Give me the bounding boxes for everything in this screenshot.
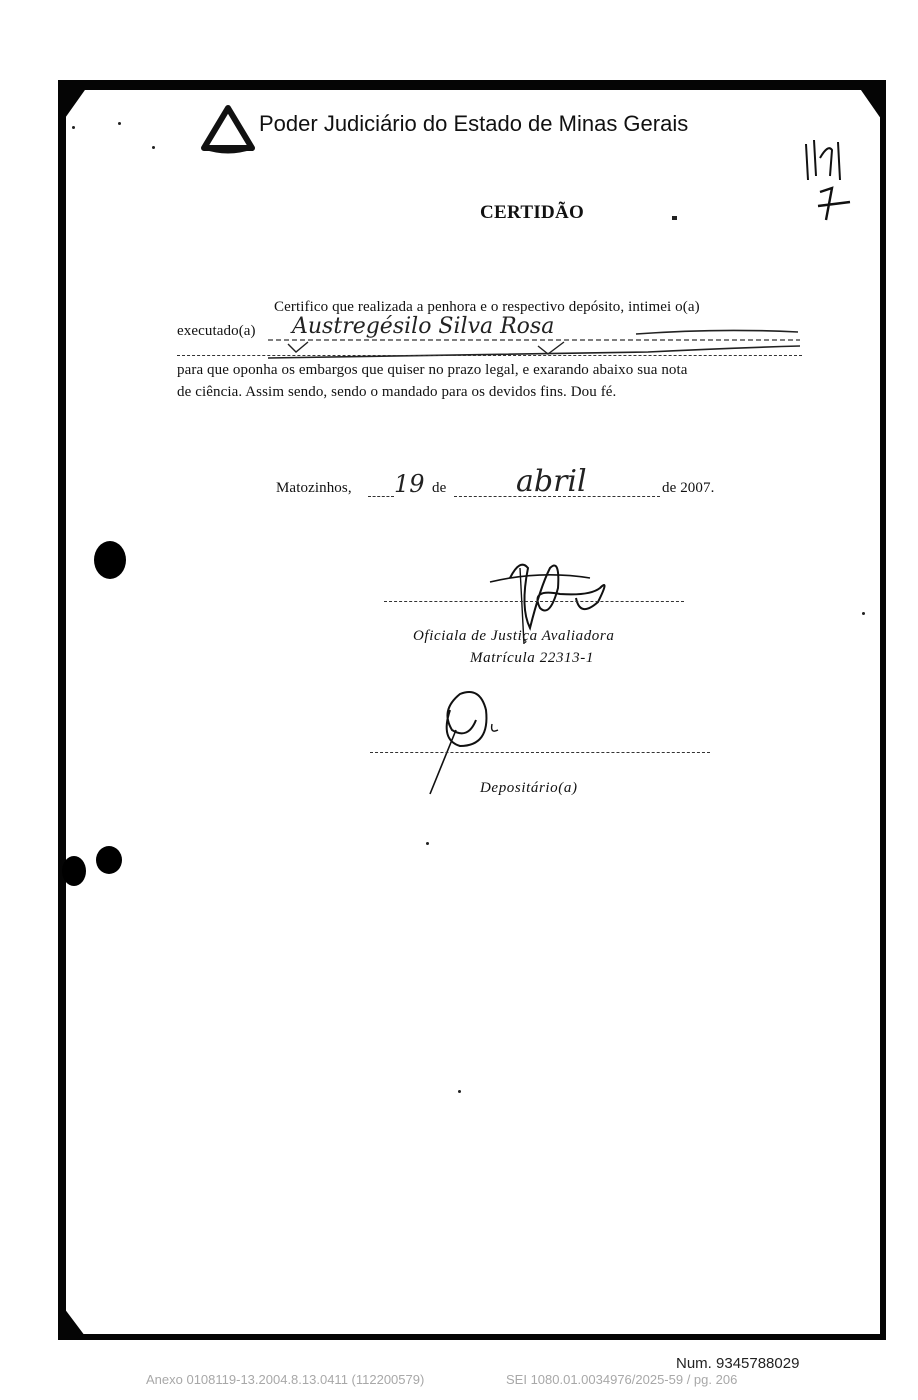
date-day-handwritten: 19 (394, 470, 425, 498)
date-city: Matozinhos, (276, 480, 352, 496)
document-title: CERTIDÃO (480, 202, 585, 223)
punch-hole (62, 856, 86, 886)
official-role: Oficiala de Justiça Avaliadora (413, 628, 615, 644)
paragraph-line-4: de ciência. Assim sendo, sendo o mandado para os devidos fins. Dou fé. (177, 384, 617, 400)
paragraph-line-1: Certifico que realizada a penhora e o respectivo depósito, intimei o(a) (274, 299, 700, 315)
date-year: de 2007. (662, 480, 715, 496)
day-underline (368, 496, 394, 497)
executado-label: executado(a) (177, 323, 256, 339)
triangle-logo-icon (200, 104, 256, 154)
sei-reference: SEI 1080.01.0034976/2025-59 / pg. 206 (506, 1372, 738, 1387)
executado-underline (268, 318, 808, 368)
ink-speck (672, 216, 677, 220)
scan-speck (862, 612, 865, 615)
scan-speck (152, 146, 155, 149)
scan-speck (118, 122, 121, 125)
scan-corner-top-right (854, 80, 886, 126)
scan-speck (72, 126, 75, 129)
annex-reference: Anexo 0108119-13.2004.8.13.0411 (112200579) (146, 1372, 425, 1387)
scan-corner-bottom-left (58, 1300, 88, 1340)
scan-speck (458, 1090, 461, 1093)
official-signature-line (384, 601, 684, 602)
scan-speck (426, 842, 429, 845)
date-month-handwritten: abril (516, 464, 587, 499)
date-de: de (432, 480, 447, 496)
document-number: Num. 9345788029 (676, 1355, 800, 1372)
blank-line (177, 355, 802, 356)
month-underline (454, 496, 660, 497)
depositary-role: Depositário(a) (480, 780, 578, 796)
official-registration: Matrícula 22313-1 (470, 650, 594, 666)
court-name: Poder Judiciário do Estado de Minas Gerais (259, 111, 689, 136)
margin-page-number-handwriting (798, 136, 858, 226)
punch-hole (96, 846, 122, 874)
depositary-signature-line (370, 752, 710, 753)
paragraph-line-3: para que oponha os embargos que quiser no prazo legal, e exarando abaixo sua nota (177, 362, 688, 378)
scan-corner-top-left (58, 80, 92, 128)
punch-hole (94, 541, 126, 579)
executado-name-handwritten: Austregésilo Silva Rosa (292, 314, 555, 339)
